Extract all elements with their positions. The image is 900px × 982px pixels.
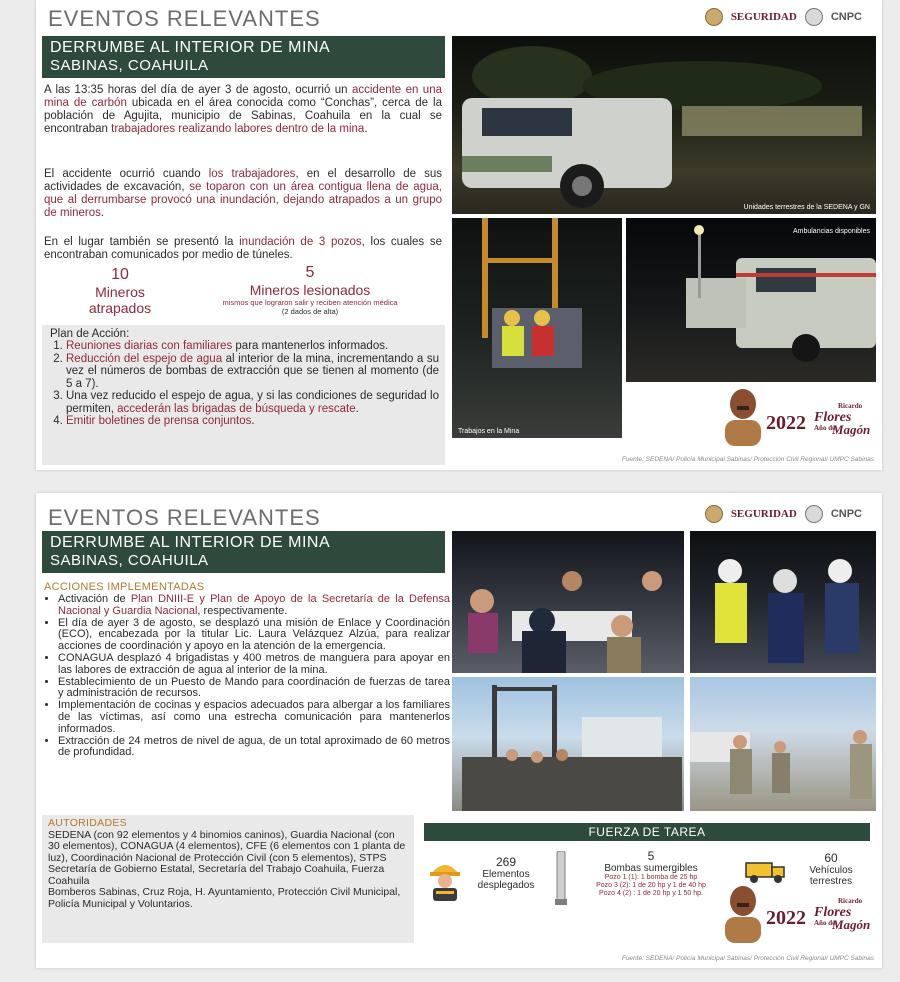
worker-helmet-icon: [428, 855, 462, 901]
action-plan-list: [42, 340, 445, 428]
header-logos: [705, 8, 862, 26]
cnpc-logo: CNPC: [830, 508, 862, 520]
plan-item: 4. Emitir boletines de prensa conjuntos.: [66, 415, 439, 428]
photo-mine-site: [452, 677, 684, 811]
year-2022: 2022: [766, 412, 806, 434]
header-logos: [705, 505, 862, 523]
plan-item: 3. Una vez reducido el espejo de agua, y si las condiciones de seguridad lo permiten, accederán las brigadas de búsqueda y rescate.: [66, 390, 439, 415]
cnpc-logo: CNPC: [830, 11, 862, 23]
paragraph-2: El accidente ocurrió cuando los trabajadores, en el desarrollo de sus actividades de excavación, se toparon con un área contigua llena de agua, que al derrumbarse provocó una inundación, dejando atrapados a un grupo de mineros.: [44, 168, 443, 219]
slide-1: EVENTOS RELEVANTES SEGURIDAD CNPC DERRUMBE AL INTERIOR DE MINA SABINAS, COAHUILA A las 13:35 horas del día de ayer 3 de agosto, ocurrió un accidente en una mina de carbón ubicada en el área conocida como “Conchas”, cerca de la población de Agujita, municipio de Sabinas, Coahuila en la cual se encontraban trabajadores realizando labores dentro de la mina. El accidente ocurrió cuando los trabajadores, en el desarrollo de sus actividades de excavación, se toparon con un área contigua llena de agua, que al derrumbarse provocó una inundación, dejando atrapados a un grupo de mineros. En el lugar también se presentó la inundación de 3 pozos, los cuales se encontraban comunicados por medio de túneles. 10 Mineros atrapados 5 Mineros lesionados mismos que lograron salir y reciben atención médica (2 dados de alta) Plan de Acción: 1. Reuniones diarias con familiares para mantenerlos informados. 2. Reducción del espejo de agua al interior de la mina, incrementando a su vez el números de bombas de extracción que se tienen al momento (de 5 a 7). 3. Una vez reducido el espejo de agua, y si las condiciones de seguridad lo permiten, accederán las brigadas de búsqueda y rescate. 4. Emitir boletines de prensa conjuntos. Unidades terrestres de la SEDENA y GN Trabajos en la Mina Ambulancias disponibles 2022 Ricardo Flores Año de Magón Fuente: SEDENA/ Policía Municipal Sabinas/ Protección Civil Regional/ UMPC Sabinas: [36, 0, 882, 470]
portrait-illustration-icon: [720, 883, 766, 943]
slide-title: EVENTOS RELEVANTES: [48, 505, 321, 530]
task-force-vehicles: 60 Vehículos terrestres: [809, 851, 853, 887]
location: SABINAS, COAHUILA: [50, 57, 209, 74]
action-item: • Activación de Plan DNIII-E y Plan de Apoyo de la Secretaría de la Defensa Nacional y Guardia Nacional, respectivamente.: [58, 594, 450, 618]
action-item: • Extracción de 24 metros de nivel de agua, de un total aproximado de 60 metros de profundidad.: [58, 736, 450, 760]
photo-meeting: [452, 531, 684, 673]
task-force-pumps: 5 Bombas sumergibles Pozo 1 (1): 1 bomba de 25 hp Pozo 3 (2): 1 de 20 hp y 1 de 40 hp Pozo 4 (2) : 1 de 20 hp y 1 50 hp.: [596, 849, 706, 897]
photo-caption: Unidades terrestres de la SEDENA y GN: [743, 204, 870, 211]
seguridad-logo: SEGURIDAD: [730, 11, 797, 23]
task-force-personnel: 269 Elementos desplegados: [477, 855, 535, 891]
photo-soldiers: [690, 677, 876, 811]
actions-list: [44, 594, 450, 759]
seguridad-logo: SEGURIDAD: [730, 508, 797, 520]
action-plan-heading: Plan de Acción:: [50, 328, 130, 340]
photo-rescue-team: [690, 531, 876, 673]
action-item: • Implementación de cocinas y espacios adecuados para albergar a los familiares de las víctimas, así como una estrecha comunicación para mantenerlos informados.: [58, 700, 450, 735]
cnpc-seal-icon: [805, 505, 823, 523]
mexico-seal-icon: [705, 505, 723, 523]
action-item: • Establecimiento de un Puesto de Mando para coordinación de fuerzas de tarea y administración de recursos.: [58, 677, 450, 701]
location: SABINAS, COAHUILA: [50, 552, 209, 569]
task-force-heading: FUERZA DE TAREA: [424, 823, 870, 841]
action-item: • El día de ayer 3 de agosto, se desplazó una misión de Enlace y Coordinación (ECO), encabezada por la titular Lic. Laura Velázquez Alzúa, para realizar acciones de coordinación y apoyo en la atención de la emergencia.: [58, 618, 450, 653]
stat-injured: 5 Mineros lesionados mismos que lograron salir y reciben atención médica (2 dados de alta): [222, 264, 398, 316]
stat-trapped: 10 Mineros atrapados: [88, 266, 152, 316]
photo-military-vehicles: [452, 36, 876, 214]
pump-icon: [552, 851, 570, 907]
year-2022: 2022: [766, 907, 806, 929]
slide-2: EVENTOS RELEVANTES SEGURIDAD CNPC DERRUMBE AL INTERIOR DE MINA SABINAS, COAHUILA ACCIONES IMPLEMENTADAS • Activación de Plan DNIII-E y Plan de Apoyo de la Secretaría de la Defensa Nacional y Guardia Nacional, respectivamente. • El día de ayer 3 de agosto, se desplazó una misión de Enlace y Coordinación (ECO), encabezada por la titular Lic. Laura Velázquez Alzúa, para realizar acciones de coordinación y apoyo en la atención de la emergencia. • CONAGUA desplazó 4 brigadistas y 400 metros de manguera para apoyar en las labores de extracción de agua al interior de la mina. • Establecimiento de un Puesto de Mando para coordinación de fuerzas de tarea y administración de recursos. • Implementación de cocinas y espacios adecuados para albergar a los familiares de las víctimas, así como una estrecha comunicación para mantenerlos informados. • Extracción de 24 metros de nivel de agua, de un total aproximado de 60 metros de profundidad. AUTORIDADES SEDENA (con 92 elementos y 4 binomios caninos), Guardia Nacional (con 30 elementos), CONAGUA (4 elementos), CFE (6 elementos con 1 planta de luz), Coordinación Nacional de Protección Civil (con 5 elementos), STPS Secretaría de Gobierno Estatal, Secretaría del Trabajo Coahuila, Fuerza Coahuila Bomberos Sabinas, Cruz Roja, H. Ayuntamiento, Protección Civil Municipal, Policía Municipal y Voluntarios. FUERZA DE TAREA 269 Elementos desplegados 5 Bombas sumergibles Pozo 1 (1): 1 bomba de 25 hp Pozo 3 (2): 1 de 20 hp y 1 de 40 hp Pozo 4 (2) : 1 de 20 hp y 1 50 hp. 60 Vehículos terrestres 2022 Ricardo Flores Año de Magón Fuente: SEDENA/ Policía Municipal Sabinas/ Protección Civil Regional/ UMPC Sabinas: [36, 493, 882, 968]
truck-icon: [744, 857, 788, 885]
headline-band: [42, 36, 445, 78]
authorities-state: Secretaría de Gobierno Estatal, Secretaría del Trabajo Coahuila, Fuerza Coahuila: [48, 863, 385, 887]
source-note: Fuente: SEDENA/ Policía Municipal Sabinas/ Protección Civil Regional/ UMPC Sabinas: [621, 955, 874, 962]
paragraph-1: A las 13:35 horas del día de ayer 3 de agosto, ocurrió un accidente en una mina de carbón ubicada en el área conocida como “Conchas”, cerca de la población de Agujita, municipio de Sabinas, Coahuila en la cual se encontraban trabajadores realizando labores dentro de la mina.: [44, 84, 442, 135]
mexico-seal-icon: [705, 8, 723, 26]
action-item: • CONAGUA desplazó 4 brigadistas y 400 metros de manguera para apoyar en las labores de extracción de agua al interior de la mina.: [58, 653, 450, 677]
photo-ambulances: [626, 218, 876, 382]
headline: DERRUMBE AL INTERIOR DE MINA: [50, 534, 331, 551]
authorities-municipal: Bomberos Sabinas, Cruz Roja, H. Ayuntamiento, Protección Civil Municipal, Policía Municipal y Voluntarios.: [48, 886, 401, 910]
authorities-heading: AUTORIDADES: [48, 817, 127, 829]
portrait-illustration-icon: [720, 386, 766, 446]
photo-mine-work: [452, 218, 622, 438]
source-note: Fuente: SEDENA/ Policía Municipal Sabinas/ Protección Civil Regional/ UMPC Sabinas: [621, 456, 874, 463]
authorities-box: [42, 815, 414, 943]
authorities-federal: SEDENA (con 92 elementos y 4 binomios caninos), Guardia Nacional (con 30 elementos), CONAGUA (4 elementos), CFE (6 elementos con 1 planta de luz), Coordinación Nacional de Protección Civil (con 5 elementos), STPS: [48, 828, 406, 864]
slide-title: EVENTOS RELEVANTES: [48, 6, 321, 31]
photo-caption: Trabajos en la Mina: [458, 428, 520, 435]
plan-item: 2. Reducción del espejo de agua al interior de la mina, incrementando a su vez el números de bombas de extracción que se tienen al momento (de 5 a 7).: [66, 353, 439, 391]
cnpc-seal-icon: [805, 8, 823, 26]
action-plan-box: [42, 325, 445, 465]
plan-item: 1. Reuniones diarias con familiares para mantenerlos informados.: [66, 340, 439, 353]
headline: DERRUMBE AL INTERIOR DE MINA: [50, 39, 331, 56]
photo-caption: Ambulancias disponibles: [792, 228, 870, 235]
paragraph-3: En el lugar también se presentó la inundación de 3 pozos, los cuales se encontraban comunicados por medio de túneles.: [44, 236, 442, 261]
headline-band: [42, 531, 445, 573]
actions-heading: ACCIONES IMPLEMENTADAS: [44, 581, 205, 593]
